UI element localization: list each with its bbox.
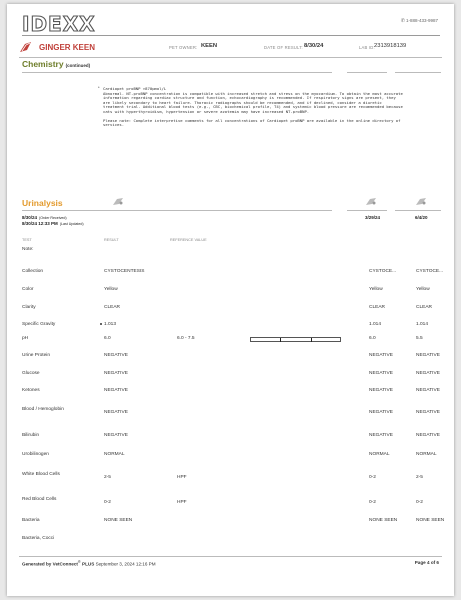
urinalysis-title: Urinalysis bbox=[22, 198, 63, 208]
test-result: 1.013 bbox=[104, 322, 117, 327]
history-icon bbox=[365, 197, 377, 206]
chemistry-rule-hist1 bbox=[347, 72, 387, 73]
history-value-1: NEGATIVE bbox=[369, 433, 393, 438]
patient-name: GINGER KEEN bbox=[39, 43, 96, 52]
history-value-1: NORMAL bbox=[369, 452, 390, 457]
test-result: NEGATIVE bbox=[104, 410, 128, 415]
test-result: NEGATIVE bbox=[104, 433, 128, 438]
result-date-label: DATE OF RESULT: bbox=[264, 45, 303, 50]
test-result: NEGATIVE bbox=[104, 388, 128, 393]
urinalysis-rule-hist2 bbox=[395, 210, 441, 211]
history-value-2: NONE SEEN bbox=[416, 518, 445, 523]
test-name: White Blood Cells bbox=[22, 472, 60, 477]
phone-icon: ✆ bbox=[400, 18, 405, 24]
history-value-2: CYSTOCE... bbox=[416, 269, 444, 274]
phone-number: ✆ 1-888-433-9987 bbox=[400, 18, 438, 24]
history-value-1: NEGATIVE bbox=[369, 388, 393, 393]
chemistry-title: Chemistry (continued) bbox=[22, 59, 91, 69]
test-result: NEGATIVE bbox=[104, 371, 128, 376]
test-reference: 6.0 - 7.5 bbox=[177, 336, 195, 341]
history-value-1: NEGATIVE bbox=[369, 353, 393, 358]
owner-label: PET OWNER: bbox=[169, 45, 198, 50]
test-name: Collection bbox=[22, 269, 44, 274]
history-value-2: CLEAR bbox=[416, 305, 432, 310]
chemistry-note bbox=[103, 87, 403, 132]
test-reference: HPF bbox=[177, 500, 187, 505]
urinalysis-icon bbox=[112, 197, 124, 206]
history-value-2: NEGATIVE bbox=[416, 388, 440, 393]
test-result: CLEAR bbox=[104, 305, 120, 310]
test-name: Urobilinogen bbox=[22, 452, 49, 457]
test-result: Yellow bbox=[104, 287, 118, 292]
test-result: 0-2 bbox=[104, 500, 111, 505]
history-value-1: NEGATIVE bbox=[369, 410, 393, 415]
history-value-1: NONE SEEN bbox=[369, 518, 398, 523]
test-result: 6.0 bbox=[104, 336, 111, 341]
test-result: NEGATIVE bbox=[104, 353, 128, 358]
lab-id-value: 2313918139 bbox=[374, 43, 407, 49]
test-result: 2-5 bbox=[104, 475, 111, 480]
history-date-2: 6/4/20 bbox=[415, 215, 428, 220]
chemistry-rule-hist2 bbox=[395, 72, 441, 73]
urinalysis-dates: 8/30/24 (Order Received) 8/30/24 12:33 PM (Last Updated) bbox=[22, 215, 84, 226]
history-value-1: CLEAR bbox=[369, 305, 385, 310]
test-name: Color bbox=[22, 287, 34, 292]
patient-bar bbox=[19, 40, 442, 55]
note-marker: * bbox=[98, 85, 100, 90]
urinalysis-rule-main bbox=[22, 210, 332, 211]
note-label: Note: bbox=[22, 247, 34, 252]
history-value-1: 0-2 bbox=[369, 500, 376, 505]
history-value-2: NEGATIVE bbox=[416, 410, 440, 415]
history-value-1: 6.0 bbox=[369, 336, 376, 341]
history-value-2: NEGATIVE bbox=[416, 433, 440, 438]
chemistry-rule-main bbox=[22, 72, 332, 73]
history-value-2: Yellow bbox=[416, 287, 430, 292]
owner-value: KEEN bbox=[201, 43, 218, 49]
history-value-2: 1.014 bbox=[416, 322, 429, 327]
test-name: Bilirubin bbox=[22, 433, 40, 438]
result-date-value: 8/30/24 bbox=[304, 43, 324, 49]
note-paragraph: Please note: Complete interpretive comments for all concentrations of Cardiopet proBNP are available in the online directory of services. bbox=[103, 117, 401, 128]
range-low-tick bbox=[280, 338, 281, 342]
test-result: CYSTOCENTESIS bbox=[104, 269, 145, 274]
test-name: Specific Gravity bbox=[22, 322, 56, 327]
col-header-result: RESULT bbox=[104, 238, 119, 242]
history-value-1: Yellow bbox=[369, 287, 383, 292]
history-icon bbox=[415, 197, 427, 206]
test-name: Bacteria, Cocci bbox=[22, 536, 55, 541]
test-name: Clarity bbox=[22, 305, 36, 310]
footer-divider bbox=[19, 556, 442, 557]
history-value-2: NORMAL bbox=[416, 452, 437, 457]
test-name: Blood / Hemoglobin bbox=[22, 407, 64, 412]
report-page bbox=[7, 4, 454, 596]
patient-divider bbox=[19, 57, 442, 58]
header-divider bbox=[22, 35, 440, 36]
col-header-reference: REFERENCE VALUE bbox=[170, 238, 207, 242]
history-value-2: NEGATIVE bbox=[416, 353, 440, 358]
test-name: Glucose bbox=[22, 371, 40, 376]
test-name: Bacteria bbox=[22, 518, 40, 523]
test-name: pH bbox=[22, 336, 29, 341]
abnormal-indicator bbox=[100, 323, 102, 325]
col-header-test: TEST bbox=[22, 238, 32, 242]
idexx-logo: IDEXX bbox=[22, 12, 96, 36]
history-date-1: 3/29/24 bbox=[365, 215, 381, 220]
history-value-2: 2-5 bbox=[416, 475, 423, 480]
history-value-2: 0-2 bbox=[416, 500, 423, 505]
note-paragraph: Cardiopet proBNP >870pmol/L Abnormal. NT-proBNP concentration is compatible with increased stretch and stress on the myocardium. To obtain the most accurate information regarding cardiac structure and function, echocardiography is recommended. If respiratory signs are present, they are likely secondary to heart failure. Thoracic radiographs should be recommended, and if declined, consider a diuretic treatment trial. Additional blood tests (e.g., CBC, biochemical profile, T4) and systemic blood pressure are recommended because cats with hyperthyroidism, hypertension or severe azotemia may have increased NT-proBNP. bbox=[103, 86, 403, 114]
test-name: Red Blood Cells bbox=[22, 497, 57, 502]
test-name: Ketones bbox=[22, 388, 40, 393]
paw-icon bbox=[19, 41, 33, 53]
ph-range-bar bbox=[250, 337, 341, 342]
lab-id-label: LAB ID: bbox=[359, 45, 375, 50]
history-value-2: 5.5 bbox=[416, 336, 423, 341]
test-result: NONE SEEN bbox=[104, 518, 133, 523]
test-name: Urine Protein bbox=[22, 353, 50, 358]
range-high-tick bbox=[311, 338, 312, 342]
history-value-1: NEGATIVE bbox=[369, 371, 393, 376]
history-value-1: 0-2 bbox=[369, 475, 376, 480]
test-reference: HPF bbox=[177, 475, 187, 480]
history-value-2: NEGATIVE bbox=[416, 371, 440, 376]
history-value-1: 1.014 bbox=[369, 322, 382, 327]
history-value-1: CYSTOCE... bbox=[369, 269, 397, 274]
urinalysis-rule-hist1 bbox=[347, 210, 387, 211]
footer-generated: Generated by VetConnect® PLUS September 3, 2024 12:16 PM bbox=[22, 560, 156, 567]
test-result: NORMAL bbox=[104, 452, 125, 457]
page-number: Page 4 of 6 bbox=[414, 560, 439, 565]
